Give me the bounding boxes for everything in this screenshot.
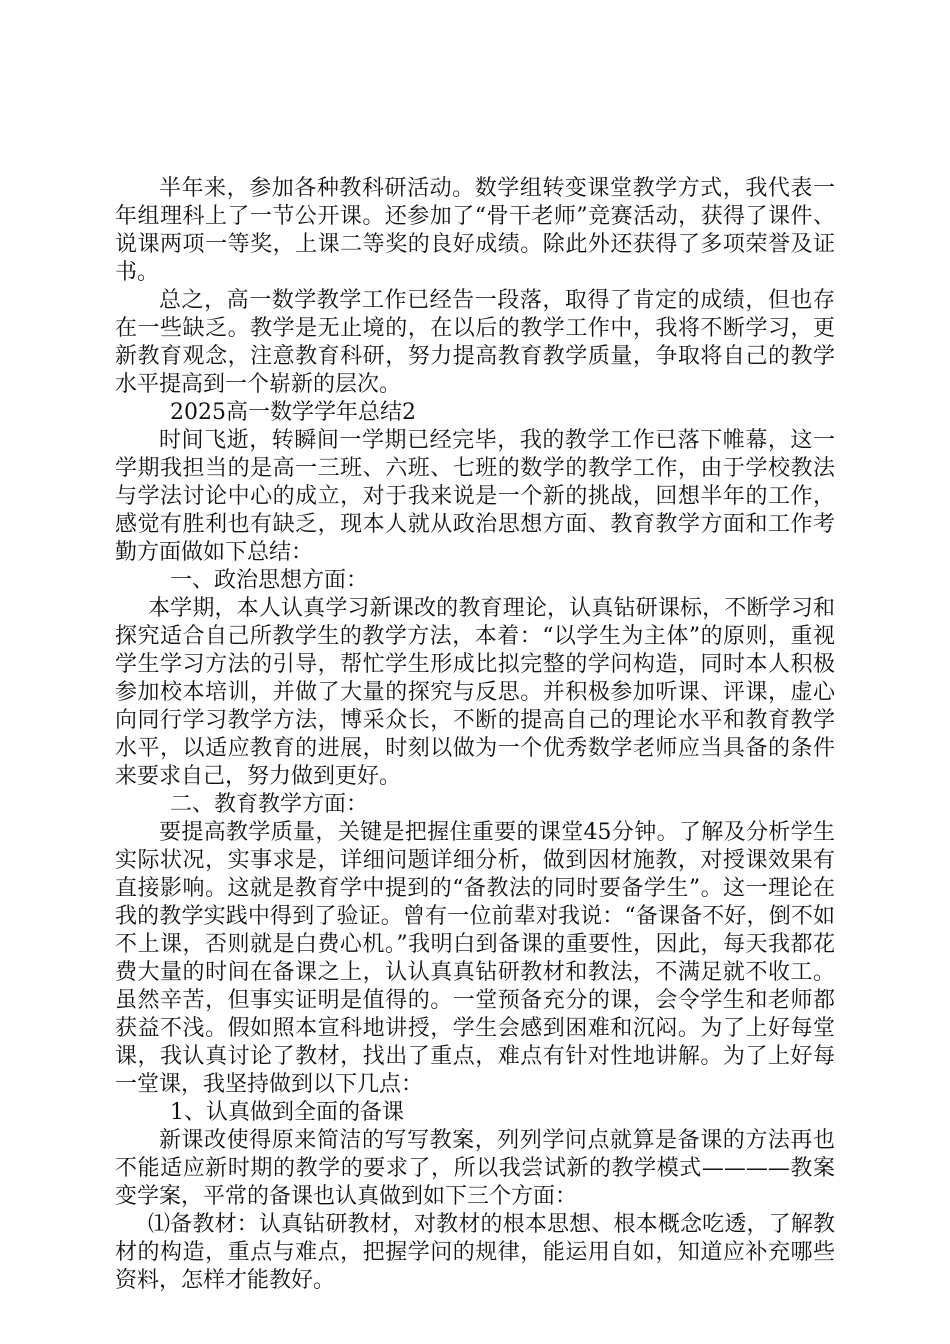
section-title: 2025高一数学学年总结2 [170, 400, 416, 425]
heading-teaching: 二、教育教学方面： [170, 792, 369, 817]
paragraph-teaching: 要提高教学质量，关键是把握住重要的课堂45分钟。了解及分析学生实际状况，实事求是，详细问题详细分析，做到因材施教，对授课效果有直接影响。这就是教育学中提到的“备教法的同时要备学生”。这一理论在我的教学实践中得到了验证。曾有一位前辈对我说：“备课备不好，倒不如不上课，否则就是白费心机。”我明白到备课的重要性，因此，每天我都花费大量的时间在备课之上，认认真真钻研教材和教法，不满足就不收工。虽然辛苦，但事实证明是值得的。一堂预备充分的课，会令学生和老师都获益不浅。假如照本宣科地讲授，学生会感到困难和沉闷。为了上好每堂课，我认真讨论了教材，找出了重点，难点有针对性地讲解。为了上好每一堂课，我坚持做到以下几点： [115, 820, 835, 1097]
paragraph-activities: 半年来，参加各种教科研活动。数学组转变课堂教学方式，我代表一年组理科上了一节公开课。还参加了“骨干老师”竞赛活动，获得了课件、说课两项一等奖，上课二等奖的良好成绩。除此外还获得了多项荣誉及证书。 [115, 176, 835, 285]
document-body [115, 175, 835, 1295]
paragraph-new-curriculum: 新课改使得原来简洁的写写教案，列列学问点就算是备课的方法再也不能适应新时期的教学的要求了，所以我尝试新的教学模式————教案变学案，平常的备课也认真做到如下三个方面： [115, 1128, 835, 1209]
paragraph-intro: 时间飞逝，转瞬间一学期已经完毕，我的教学工作已落下帷幕，这一学期我担当的是高一三班、六班、七班的数学的教学工作，由于学校教法与学法讨论中心的成立，对于我来说是一个新的挑战，回想半年的工作，感觉有胜利也有缺乏，现本人就从政治思想方面、教育教学方面和工作考勤方面做如下总结： [115, 428, 835, 565]
paragraph-political: 本学期，本人认真学习新课改的教育理论，认真钻研课标，不断学习和探究适合自己所教学生的教学方法，本着：“以学生为主体”的原则，重视学生学习方法的引导，帮忙学生形成比拟完整的学问构造，同时本人积极参加校本培训，并做了大量的探究与反思。并积极参加听课、评课，虚心向同行学习教学方法，博采众长，不断的提高自己的理论水平和教育教学水平，以适应教育的进展，时刻以做为一个优秀数学老师应当具备的条件来要求自己，努力做到更好。 [115, 596, 835, 789]
paragraph-summary: 总之，高一数学教学工作已经告一段落，取得了肯定的成绩，但也存在一些缺乏。教学是无止境的，在以后的教学工作中，我将不断学习，更新教育观念，注意教育科研，努力提高教育教学质量，争取将自己的教学水平提高到一个崭新的层次。 [115, 288, 835, 397]
paragraph-textbook-prep: ⑴备教材：认真钻研教材，对教材的根本思想、根本概念吃透，了解教材的构造，重点与难点，把握学问的规律，能运用自如，知道应补充哪些资料，怎样才能教好。 [115, 1212, 835, 1293]
heading-political: 一、政治思想方面： [170, 568, 369, 593]
heading-lesson-prep: 1、认真做到全面的备课 [170, 1100, 404, 1125]
